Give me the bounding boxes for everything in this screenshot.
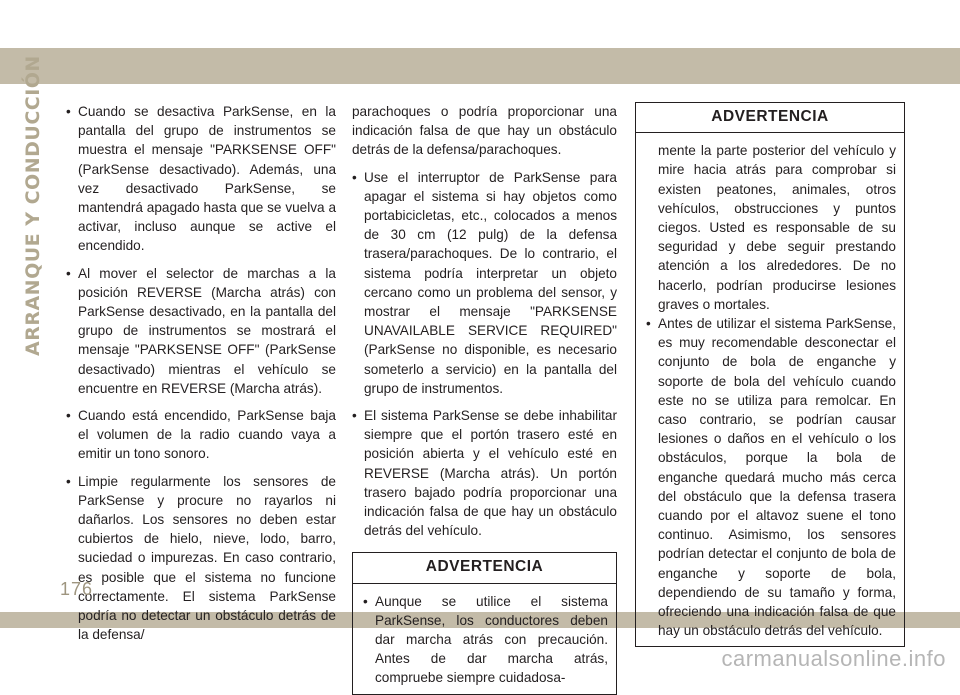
section-label: ARRANQUE Y CONDUCCIÓN bbox=[22, 55, 44, 356]
warning-item bbox=[363, 592, 608, 688]
bullet: • bbox=[352, 408, 357, 424]
list-item-text: El sistema ParkSense se debe inhabilitar siempre que el portón trasero esté en posición abierta y el vehículo esté en REVERSE (Marcha atrás). Un portón trasero bajado podría proporcionar una indicación falsa de que hay un obstáculo detrás del vehículo. bbox=[364, 408, 617, 539]
header-band bbox=[0, 48, 960, 84]
list-item-text: Al mover el selector de marchas a la posición REVERSE (Marcha atrás) con ParkSense desactivado, en la pantalla del grupo de instrumentos se mostrará el mensaje "PARKSENSE OFF" (ParkSense desactivado) mientras el vehículo se encuentre en REVERSE (Marcha atrás). bbox=[78, 265, 336, 396]
column-3 bbox=[635, 102, 905, 647]
list-item-text: Cuando está encendido, ParkSense baja el volumen de la radio cuando vaya a emitir un tono sonoro. bbox=[78, 408, 336, 462]
list-item-text: Use el interruptor de ParkSense para apagar el sistema si hay objetos como portabicicletas, etc., colocados a menos de 30 cm (12 pulg) de la defensa trasera/parachoques. De lo contrario, el sistema podría interpretar un objeto cercano como un problema del sensor, y mostrar el mensaje "PARKSENSE UNAVAILABLE SERVICE REQUIRED" (ParkSense no disponible, es necesario someterlo a servicio) en la pantalla del grupo de instrumentos. bbox=[364, 169, 617, 396]
warning-body bbox=[353, 584, 616, 688]
bullet: • bbox=[363, 593, 368, 609]
watermark: carmanualsonline.info bbox=[721, 646, 946, 671]
warning-item-text: Aunque se utilice el sistema ParkSense, los conductores deben dar marcha atrás con precaución. Antes de dar marcha atrás, compruebe siempre cuidadosa- bbox=[375, 593, 608, 686]
list-item bbox=[66, 406, 336, 464]
warning-box bbox=[635, 102, 905, 647]
bullet: • bbox=[646, 316, 651, 332]
list-item bbox=[352, 406, 617, 540]
warning-box bbox=[352, 552, 617, 694]
column-2 bbox=[352, 102, 617, 695]
top-margin bbox=[0, 0, 960, 48]
warning-body bbox=[636, 133, 904, 640]
list-item-text: Cuando se desactiva ParkSense, en la pantalla del grupo de instrumentos se muestra el mensaje "PARKSENSE OFF" (ParkSense desactivado). Además, una vez desactivado ParkSense, se mantendrá apagado hasta que se vuelva a activar, incluso aunque se active el encendido. bbox=[78, 104, 336, 254]
list-item bbox=[66, 264, 336, 398]
bullet: • bbox=[66, 265, 71, 281]
list-item bbox=[352, 168, 617, 398]
list-item bbox=[66, 102, 336, 256]
warning-continuation-text: mente la parte posterior del vehículo y mire hacia atrás para comprobar si existen peatones, animales, otros vehículos, obstrucciones y puntos ciegos. Usted es responsable de su seguridad y debe seguir prestando atención a los alrededores. De no hacerlo, podrían producirse lesiones graves o mortales. bbox=[658, 143, 896, 312]
column-1 bbox=[66, 102, 336, 652]
warning-item-text: Antes de utilizar el sistema ParkSense, es muy recomendable desconectar el conjunto de bola de enganche y soporte de bola del vehículo cuando este no se utiliza para remolcar. En caso contrario, se podrían causar lesiones o daños en el vehículo o los obstáculos, porque la bola de enganche quedará mucho más cerca del obstáculo que la defensa trasera cuando por el altavoz suene el tono continuo. Asimismo, los sensores podrían detectar el conjunto de bola de enganche y soporte de bola, dependiendo de su tamaño y forma, ofreciendo una indicación falsa de que hay un obstáculo detrás del vehículo. bbox=[658, 316, 896, 639]
warning-title: ADVERTENCIA bbox=[636, 103, 904, 133]
warning-title: ADVERTENCIA bbox=[353, 553, 616, 583]
page-number: 176 bbox=[60, 579, 94, 599]
bullet: • bbox=[66, 104, 71, 119]
bullet: • bbox=[66, 473, 71, 489]
list-item bbox=[66, 472, 336, 645]
bullet: • bbox=[352, 169, 357, 185]
continuation-text: parachoques o podría proporcionar una indicación falsa de que hay un obstáculo detrás de la defensa/parachoques. bbox=[352, 104, 617, 158]
bullet: • bbox=[66, 408, 71, 424]
warning-item bbox=[646, 314, 896, 640]
list-item-text: Limpie regularmente los sensores de ParkSense y procure no rayarlos ni dañarlos. Los sensores no deben estar cubiertos de hielo, nieve, lodo, barro, suciedad o impurezas. En caso contrario, es posible que el sistema no funcione correctamente. El sistema ParkSense podría no detectar un obstáculo detrás de la defensa/ bbox=[78, 473, 336, 643]
